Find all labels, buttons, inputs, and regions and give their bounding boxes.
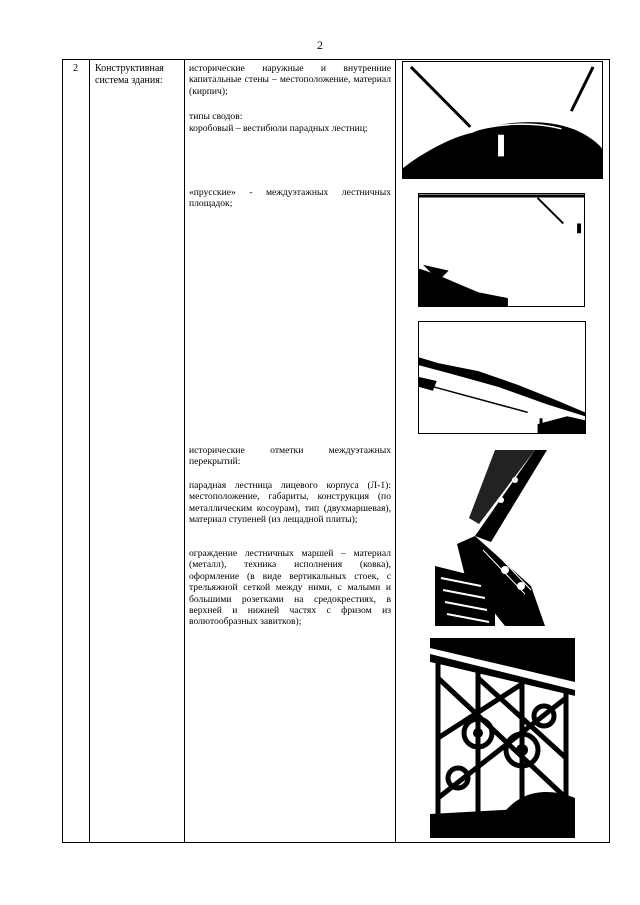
staircase-photo — [435, 446, 565, 626]
vault-photo-3 — [418, 321, 586, 434]
text-block-staircase: парадная лестница лицевого корпуса (Л-1): местоположение, габариты, конструкция (по металлическим косоурам), тип (двухмаршевая), материал ступеней (из лещадной плиты); — [189, 480, 391, 526]
page-number: 2 — [317, 38, 323, 52]
text-block-prussian-vault: «прусские» - междуэтажных лестничных площадок; — [189, 187, 391, 210]
col-divider-3 — [395, 60, 396, 842]
text-block-floor-levels: исторические отметки междуэтажных перекрытий: — [189, 445, 391, 468]
text-block-vault-types: типы сводов: — [189, 111, 243, 122]
row-label: Конструктивная система здания: — [95, 63, 164, 86]
text-block-railing: ограждение лестничных маршей – материал (металл), техника исполнения (ковка), оформление (в виде вертикальных стоек, с трельяжной сеткой между ними, с малыми и большими розетками на средокрестиях, в верхней и нижней частях с фризом из волютообразных завитков); — [189, 548, 391, 628]
text-block-walls: исторические наружные и внутренние капитальные стены – местоположение, материал (кирпич); — [189, 63, 391, 97]
col-divider-1 — [89, 60, 90, 842]
vault-photo-1 — [402, 61, 603, 179]
vault-photo-2 — [418, 193, 585, 307]
col-divider-2 — [184, 60, 185, 842]
row-number: 2 — [73, 63, 78, 74]
text-block-barrel-vault: коробовый – вестибюли парадных лестниц; — [189, 123, 368, 134]
railing-photo — [430, 638, 575, 838]
